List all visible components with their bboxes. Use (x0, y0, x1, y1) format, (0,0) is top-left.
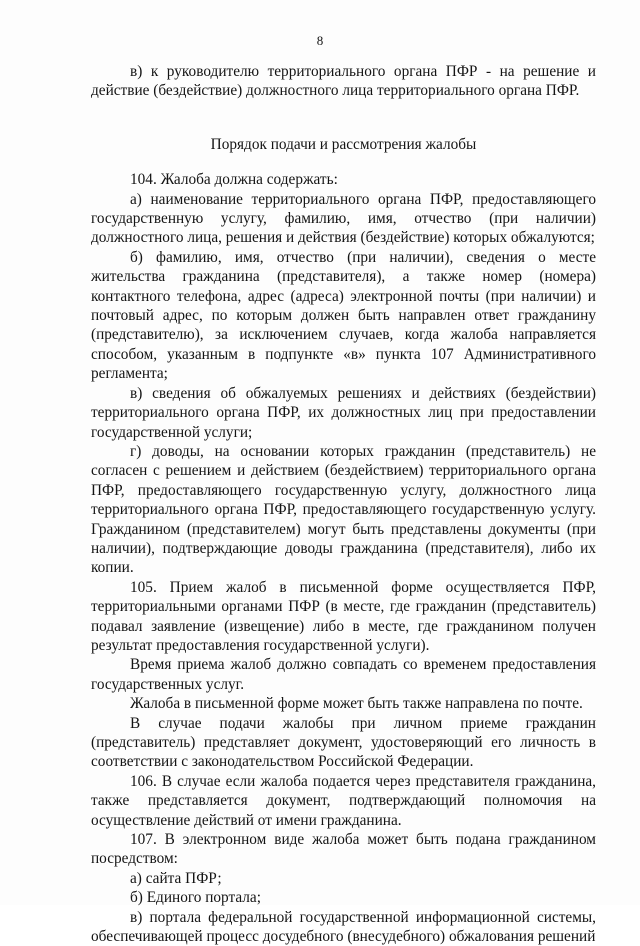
paragraph-107-b: б) Единого портала; (130, 889, 261, 907)
paragraph-107: 107. В электронном виде жалоба может быть подана гражданином посредством: (91, 831, 596, 868)
paragraph-106: 106. В случае если жалоба подается через представителя гражданина, также представляется документ, подтверждающий полномочия на осуществление действий от имени гражданина. (91, 772, 596, 829)
paragraph-105-personal: В случае подачи жалобы при личном приеме гражданин (представитель) представляет документ, удостоверяющий его личность в соответствии с законодательством Российской Федерации. (91, 714, 596, 771)
paragraph-104-b: б) фамилию, имя, отчество (при наличии), сведения о месте жительства гражданина (представителя), а также номер (номера) контактного телефона, адрес (адреса) электронной почты (при наличии) и почтовый адрес, по которым должен быть направлен ответ гражданину (представителю), за исключением случаев, когда жалоба направляется способом, указанным в подпункте «в» пункта 107 Административного регламента; (91, 248, 596, 383)
paragraph-104: 104. Жалоба должна содержать: (130, 171, 338, 189)
document-body (91, 62, 596, 946)
paragraph-107-a: а) сайта ПФР; (130, 869, 222, 887)
paragraph-104-a: а) наименование территориального органа ПФР, предоставляющего государственную услугу, фамилию, имя, отчество (при наличии) должностного лица, решения и действия (бездействие) которых обжалуются; (91, 190, 596, 247)
paragraph-105-time: Время приема жалоб должно совпадать со временем предоставления государственных услуг. (91, 656, 596, 693)
paragraph-104-g: г) доводы, на основании которых гражданин (представитель) не согласен с решением и действием (бездействием) территориального органа ПФР, предоставляющего государственную услугу, должностного лица территориального органа ПФР, предоставляющего государственную услугу. Гражданином (представителем) могут быть представлены документы (при наличии), подтверждающие доводы гражданина (представителя), либо их копии. (91, 442, 596, 577)
paragraph-105-mail: Жалоба в письменной форме может быть также направлена по почте. (130, 695, 583, 713)
section-heading: Порядок подачи и рассмотрения жалобы (210, 135, 477, 153)
paragraph-107-v: в) портала федеральной государственной информационной системы, обеспечивающей процесс досудебного (внесудебного) обжалования решений (91, 908, 596, 946)
paragraph-104-v: в) сведения об обжалуемых решениях и действиях (бездействии) территориального органа ПФР, их должностных лиц при предоставлении государственной услуги; (91, 384, 596, 441)
page-number: 8 (316, 33, 324, 48)
paragraph-105: 105. Прием жалоб в письменной форме осуществляется ПФР, территориальными органами ПФР (в месте, где гражданин (представитель) подавал заявление (извещение) либо в месте, где гражданином получен результат предоставления государственной услуги). (91, 578, 596, 654)
paragraph-item-v-rukovoditel: в) к руководителю территориального органа ПФР - на решение и действие (бездействие) должностного лица территориального органа ПФР. (91, 63, 596, 100)
